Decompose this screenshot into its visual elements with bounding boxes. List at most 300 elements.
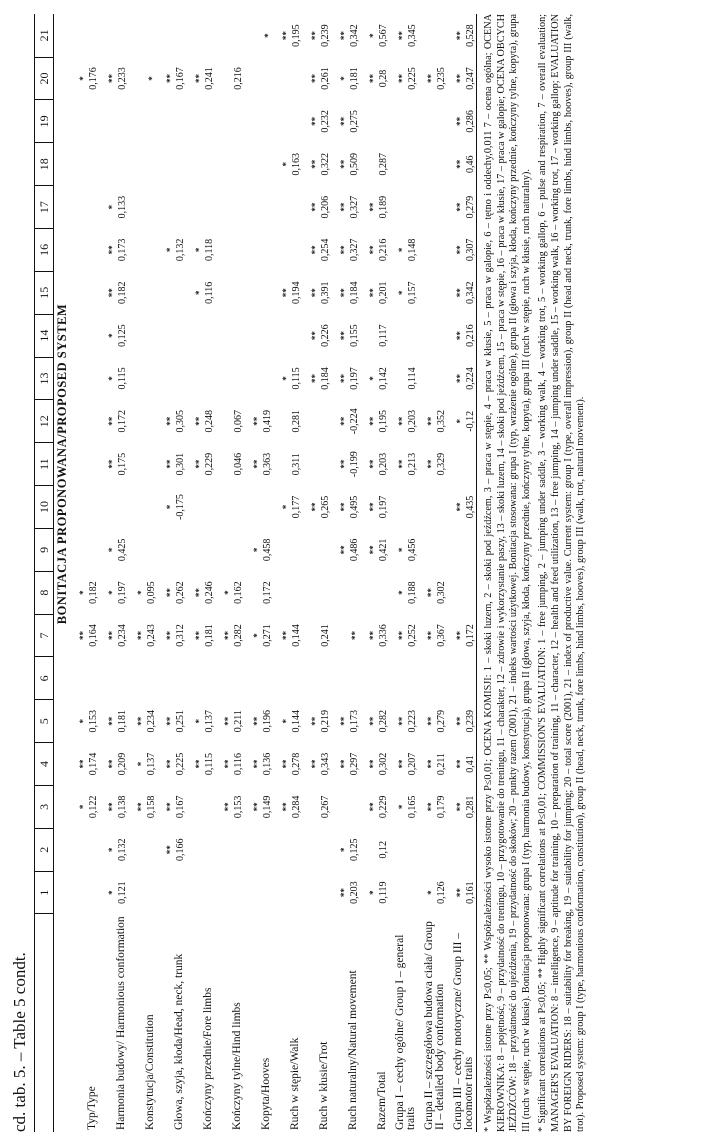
correlation-value: 0,248 <box>204 410 215 433</box>
significance-mark: * <box>194 290 204 296</box>
table-cell <box>389 357 418 400</box>
table-cell <box>302 443 331 486</box>
table-cell <box>244 143 273 186</box>
significance-mark: ** <box>368 459 378 469</box>
correlation-value: 0,095 <box>146 581 157 604</box>
table-cell <box>186 14 215 57</box>
significance-mark: ** <box>455 159 465 169</box>
table-cell <box>128 229 157 272</box>
table-cell <box>302 271 331 314</box>
correlation-value: 0,279 <box>465 195 476 219</box>
significance-mark: ** <box>397 416 407 426</box>
significance-mark: ** <box>368 545 378 555</box>
table-cell <box>70 229 99 272</box>
column-header-row <box>35 14 54 1132</box>
table-cell <box>99 828 128 871</box>
table-cell <box>157 486 186 529</box>
correlation-value: 0,241 <box>320 624 331 647</box>
table-cell <box>302 143 331 186</box>
correlation-value: 0,167 <box>175 795 186 819</box>
correlation-value: 0,225 <box>407 67 418 90</box>
significance-mark: ** <box>165 459 175 469</box>
correlation-value: 0,197 <box>117 581 128 604</box>
table-cell <box>360 400 389 443</box>
significance-mark: * <box>107 204 117 210</box>
correlation-value: 0,194 <box>291 281 302 305</box>
table-cell <box>186 571 215 614</box>
column-header: 10 <box>35 486 54 529</box>
table-cell <box>215 657 244 700</box>
table-cell <box>360 443 389 486</box>
significance-mark: ** <box>397 459 407 469</box>
significance-mark: * <box>397 247 407 253</box>
table-cell <box>418 100 447 143</box>
row-label: Harmonia budowy/ Harmonious conformation <box>115 916 127 1130</box>
correlation-value: 0,176 <box>88 67 99 90</box>
table-cell <box>302 828 331 871</box>
table-cell <box>215 14 244 57</box>
table-cell <box>215 229 244 272</box>
significance-mark: ** <box>136 716 146 726</box>
correlation-value: 0,125 <box>349 838 360 861</box>
significance-mark: ** <box>252 716 262 726</box>
column-header: 19 <box>35 100 54 143</box>
table-cell <box>99 100 128 143</box>
significance-mark: ** <box>165 759 175 769</box>
table-cell <box>389 443 418 486</box>
significance-mark: ** <box>339 416 349 426</box>
table-cell <box>244 314 273 357</box>
table-cell <box>215 871 244 914</box>
table-cell <box>302 486 331 529</box>
significance-mark: * <box>339 847 349 852</box>
table-cell <box>215 528 244 571</box>
table-cell <box>244 271 273 314</box>
table-cell <box>99 314 128 357</box>
correlation-value: 0,184 <box>320 367 331 390</box>
header-label-cell <box>35 914 54 1132</box>
significance-mark: * <box>78 590 88 595</box>
table-cell <box>157 400 186 443</box>
correlation-value: 0,287 <box>378 152 389 176</box>
correlation-value: 0,495 <box>349 495 360 519</box>
correlation-value: 0,367 <box>436 624 447 647</box>
correlation-value: 0,114 <box>407 367 418 390</box>
table-cell <box>215 443 244 486</box>
correlation-value: 0,136 <box>262 752 273 776</box>
significance-mark: ** <box>107 245 117 255</box>
table-cell <box>157 314 186 357</box>
table-cell <box>273 271 302 314</box>
correlation-value: 0,219 <box>320 709 331 733</box>
table-cell <box>244 571 273 614</box>
table-cell <box>273 528 302 571</box>
correlation-value: 0,155 <box>349 324 360 347</box>
table-cell <box>447 785 477 828</box>
table-cell <box>128 314 157 357</box>
column-header: 1 <box>35 871 54 914</box>
correlation-value: 0,252 <box>407 624 418 647</box>
correlation-value: 0,137 <box>146 752 157 776</box>
table-cell <box>418 357 447 400</box>
table-cell <box>128 571 157 614</box>
table-cell <box>418 743 447 786</box>
table-cell <box>99 871 128 914</box>
significance-mark: ** <box>368 759 378 769</box>
significance-mark: * <box>263 33 273 38</box>
significance-mark: ** <box>310 202 320 212</box>
table-row <box>215 14 244 1132</box>
table-cell <box>273 400 302 443</box>
table-cell <box>128 657 157 700</box>
correlation-value: 0,207 <box>407 752 418 776</box>
significance-mark: ** <box>252 416 262 426</box>
significance-mark: ** <box>455 502 465 512</box>
table-cell <box>360 271 389 314</box>
correlation-value: 0,281 <box>291 410 302 433</box>
table-cell <box>215 828 244 871</box>
table-cell <box>244 400 273 443</box>
table-cell <box>128 400 157 443</box>
table-cell <box>418 443 447 486</box>
correlation-value: 0,132 <box>117 838 128 861</box>
significance-mark: ** <box>252 459 262 469</box>
table-cell <box>215 400 244 443</box>
table-cell <box>70 143 99 186</box>
column-header: 15 <box>35 271 54 314</box>
table-cell <box>99 700 128 743</box>
table-cell <box>447 743 477 786</box>
table-cell <box>157 828 186 871</box>
correlation-value: 0,336 <box>378 624 389 647</box>
significance-mark: ** <box>426 802 436 812</box>
table-cell <box>128 57 157 100</box>
table-cell <box>302 528 331 571</box>
significance-mark: ** <box>426 759 436 769</box>
significance-mark: * <box>78 76 88 81</box>
table-row <box>360 14 389 1132</box>
correlation-value: 0,046 <box>233 452 244 476</box>
table-cell <box>331 443 360 486</box>
row-label: Kopyta/Hooves <box>260 1057 272 1130</box>
correlation-value: 0,241 <box>204 67 215 90</box>
significance-mark: * <box>252 633 262 638</box>
column-header: 16 <box>35 229 54 272</box>
significance-mark: ** <box>397 631 407 641</box>
significance-mark: ** <box>310 245 320 255</box>
significance-mark: * <box>339 76 349 81</box>
table-cell <box>331 357 360 400</box>
table-cell <box>360 357 389 400</box>
significance-mark: ** <box>310 716 320 726</box>
significance-mark: * <box>107 376 117 381</box>
significance-mark: ** <box>165 74 175 84</box>
significance-mark: ** <box>107 759 117 769</box>
significance-mark: ** <box>368 716 378 726</box>
significance-mark: * <box>252 547 262 553</box>
correlation-value: 0,28 <box>378 69 389 88</box>
table-cell <box>302 357 331 400</box>
correlation-value: 0,322 <box>320 152 331 176</box>
table-cell <box>447 14 477 57</box>
table-cell <box>186 100 215 143</box>
table-row <box>273 14 302 1132</box>
significance-mark: * <box>107 847 117 852</box>
correlation-value: 0,115 <box>117 367 128 390</box>
significance-mark: ** <box>223 716 233 726</box>
table-cell <box>70 443 99 486</box>
table-cell <box>186 314 215 357</box>
table-cell <box>360 186 389 229</box>
table-cell <box>447 614 477 657</box>
table-cell <box>418 614 447 657</box>
correlation-value: 0,115 <box>204 752 215 776</box>
table-cell <box>389 828 418 871</box>
significance-mark: ** <box>310 288 320 298</box>
significance-mark: ** <box>339 373 349 383</box>
correlation-value: 0,138 <box>117 795 128 819</box>
table-cell <box>447 229 477 272</box>
table-cell <box>331 186 360 229</box>
correlation-value: 0,229 <box>204 452 215 476</box>
table-cell <box>302 614 331 657</box>
table-cell <box>215 614 244 657</box>
table-cell <box>244 871 273 914</box>
table-cell <box>389 657 418 700</box>
table-cell <box>331 657 360 700</box>
significance-mark: ** <box>310 116 320 126</box>
table-row <box>128 14 157 1132</box>
table-cell <box>215 743 244 786</box>
table-cell <box>70 100 99 143</box>
table-cell <box>360 528 389 571</box>
table-cell <box>302 400 331 443</box>
significance-mark: ** <box>426 631 436 641</box>
table-cell <box>273 357 302 400</box>
significance-mark: ** <box>281 288 291 298</box>
significance-mark: * <box>107 547 117 553</box>
table-cell <box>244 828 273 871</box>
table-cell <box>418 14 447 57</box>
table-cell <box>331 314 360 357</box>
table-cell <box>157 186 186 229</box>
table-cell <box>389 314 418 357</box>
correlation-value: 0,184 <box>349 281 360 305</box>
table-cell <box>215 785 244 828</box>
correlation-value: -0,175 <box>175 494 186 520</box>
table-cell <box>418 785 447 828</box>
table-row <box>70 14 99 1132</box>
table-cell <box>331 571 360 614</box>
table-cell <box>360 143 389 186</box>
correlation-value: 0,224 <box>465 367 476 390</box>
correlation-value: 0,163 <box>291 152 302 176</box>
significance-mark: ** <box>107 288 117 298</box>
table-cell <box>273 871 302 914</box>
significance-mark: * <box>368 890 378 895</box>
significance-mark: * <box>281 376 291 381</box>
table-cell <box>331 271 360 314</box>
significance-mark: ** <box>455 116 465 126</box>
correlation-value: 0,203 <box>378 452 389 476</box>
significance-mark: ** <box>339 331 349 341</box>
correlation-value: 0,363 <box>262 452 273 476</box>
table-cell <box>418 57 447 100</box>
table-cell <box>157 14 186 57</box>
table-cell <box>447 186 477 229</box>
column-header: 11 <box>35 443 54 486</box>
table-cell <box>418 828 447 871</box>
table-cell <box>360 57 389 100</box>
significance-mark: * <box>397 590 407 595</box>
significance-mark: ** <box>107 416 117 426</box>
significance-mark: ** <box>339 288 349 298</box>
column-header: 20 <box>35 57 54 100</box>
table-cell <box>418 271 447 314</box>
correlation-value: 0,182 <box>88 581 99 604</box>
significance-mark: ** <box>165 716 175 726</box>
table-cell <box>186 400 215 443</box>
table-cell <box>128 828 157 871</box>
table-cell <box>99 785 128 828</box>
correlation-value: 0,233 <box>117 67 128 90</box>
correlation-value: 0,126 <box>436 881 447 904</box>
correlation-value: 0,162 <box>233 581 244 604</box>
table-cell <box>360 700 389 743</box>
correlation-value: 0,172 <box>465 624 476 647</box>
table-cell <box>99 657 128 700</box>
table-cell <box>418 143 447 186</box>
significance-mark: ** <box>368 802 378 812</box>
correlation-value: 0,243 <box>146 624 157 647</box>
table-cell <box>215 57 244 100</box>
significance-mark: ** <box>78 759 88 769</box>
correlation-value: 0,181 <box>117 709 128 733</box>
significance-mark: ** <box>350 631 360 641</box>
correlation-value: 0,234 <box>117 624 128 647</box>
correlation-value: 0,172 <box>117 410 128 433</box>
correlation-value: 0,342 <box>349 24 360 47</box>
table-cell <box>447 357 477 400</box>
table-cell <box>389 229 418 272</box>
correlation-value: 0,305 <box>175 410 186 433</box>
significance-mark: ** <box>194 631 204 641</box>
significance-mark: ** <box>310 74 320 84</box>
significance-mark: ** <box>107 459 117 469</box>
significance-mark: ** <box>455 202 465 212</box>
correlation-value: 0,118 <box>204 238 215 261</box>
correlation-value: 0,235 <box>436 67 447 90</box>
correlation-value: 0,567 <box>378 24 389 47</box>
correlation-value: 0,119 <box>378 881 389 904</box>
significance-mark: ** <box>107 716 117 726</box>
column-header: 7 <box>35 614 54 657</box>
table-cell <box>302 657 331 700</box>
correlation-value: 0,172 <box>262 581 273 604</box>
table-cell <box>128 186 157 229</box>
correlation-value: 0,41 <box>465 755 476 773</box>
significance-mark: ** <box>455 631 465 641</box>
table-cell <box>70 357 99 400</box>
table-cell <box>157 528 186 571</box>
table-cell <box>244 14 273 57</box>
correlation-value: 0,311 <box>291 453 302 476</box>
significance-mark: ** <box>165 416 175 426</box>
table-cell <box>418 657 447 700</box>
correlation-value: -0,199 <box>349 451 360 478</box>
significance-mark: * <box>281 504 291 510</box>
table-cell <box>70 271 99 314</box>
column-header: 6 <box>35 657 54 700</box>
table-cell <box>99 186 128 229</box>
significance-mark: ** <box>426 74 436 84</box>
table-cell <box>418 871 447 914</box>
correlation-value: 0,223 <box>407 709 418 733</box>
significance-mark: ** <box>281 759 291 769</box>
significance-mark: * <box>165 504 175 510</box>
table-cell <box>418 314 447 357</box>
table-cell <box>302 229 331 272</box>
correlation-value: 0,352 <box>436 410 447 433</box>
correlation-value: 0,265 <box>320 495 331 519</box>
correlation-value: 0,435 <box>465 495 476 519</box>
significance-mark: ** <box>455 288 465 298</box>
significance-mark: * <box>107 333 117 338</box>
table-cell <box>70 14 99 57</box>
footnote-polish: * Współzależności istotne przy P≤0,05; ** Współzależności wysoko istotne przy P≤0,01; OCENA KOMISJI: 1 – skoki luzem, 2 – skoki pod jeźdźcem, 3 – praca w stępie, 4 – praca w kłusie, 5 – praca w galopie, 6 – tętno i oddechy,0,011 7 – ocena ogólna; OCENA KIEROWNIKA: 8 – pojętność, 9 – przydatność do treningu, 10 – przygotowanie do treningu, 11 – charakter, 12 – zdrowie i wykorzystanie paszy, 13 – skoki luzem, 14 – skoki pod jeźdźcem, 15 – praca w stępie, 16 – praca w kłusie, 17 – praca w galopie; OCENA OBCYCH JEŹDŹCÓW: 18 – przydatność do ujeżdżenia, 19 – przydatność do skoków; 20 – punkty razem (2001), 21 – indeks wartości użytkowej. Bonitacja stosowana: grupa I (typ, wrażenie ogólne), grupa II (głowa i szyja, kłoda, kończyny przednie, kończyny tylne, kopyta), grupa III (ruch w stępie, ruch w kłusie). Bonitacja proponowana: grupa I (typ, harmonia budowy, konstytucja), grupa II (głowa, szyja, kłoda, kończyny przednie, kończyny tylne, kopyta), grupa III (ruch w stępie, ruch w kłusie, ruch naturalny). <box>483 14 532 1132</box>
significance-mark: * <box>136 590 146 595</box>
significance-mark: ** <box>339 31 349 41</box>
correlation-value: 0,211 <box>233 710 244 733</box>
table-cell <box>215 571 244 614</box>
table-cell <box>331 614 360 657</box>
table-cell <box>273 614 302 657</box>
table-cell <box>360 785 389 828</box>
table-cell <box>360 314 389 357</box>
correlation-value: 0,196 <box>262 709 273 733</box>
significance-mark: * <box>165 247 175 253</box>
table-row <box>418 14 447 1132</box>
table-cell <box>389 743 418 786</box>
correlation-value: 0,486 <box>349 538 360 562</box>
correlation-value: 0,157 <box>407 281 418 305</box>
table-cell <box>360 828 389 871</box>
table-cell <box>186 486 215 529</box>
significance-mark: ** <box>194 74 204 84</box>
table-cell <box>244 657 273 700</box>
correlation-value: 0,211 <box>436 752 447 776</box>
significance-mark: ** <box>107 74 117 84</box>
significance-mark: ** <box>339 759 349 769</box>
correlation-value: 0,167 <box>175 67 186 90</box>
table-cell <box>331 785 360 828</box>
table-cell <box>447 100 477 143</box>
significance-mark: ** <box>310 759 320 769</box>
correlation-value: 0,153 <box>233 795 244 819</box>
table-cell <box>447 828 477 871</box>
table-cell <box>157 357 186 400</box>
table-cell <box>128 871 157 914</box>
significance-mark: * <box>368 33 378 38</box>
significance-mark: ** <box>368 74 378 84</box>
correlation-value: 0,216 <box>233 67 244 90</box>
table-cell <box>302 186 331 229</box>
significance-mark: * <box>78 804 88 810</box>
correlation-value: 0,166 <box>175 838 186 861</box>
table-cell <box>331 229 360 272</box>
table-cell <box>302 743 331 786</box>
table-cell <box>70 486 99 529</box>
